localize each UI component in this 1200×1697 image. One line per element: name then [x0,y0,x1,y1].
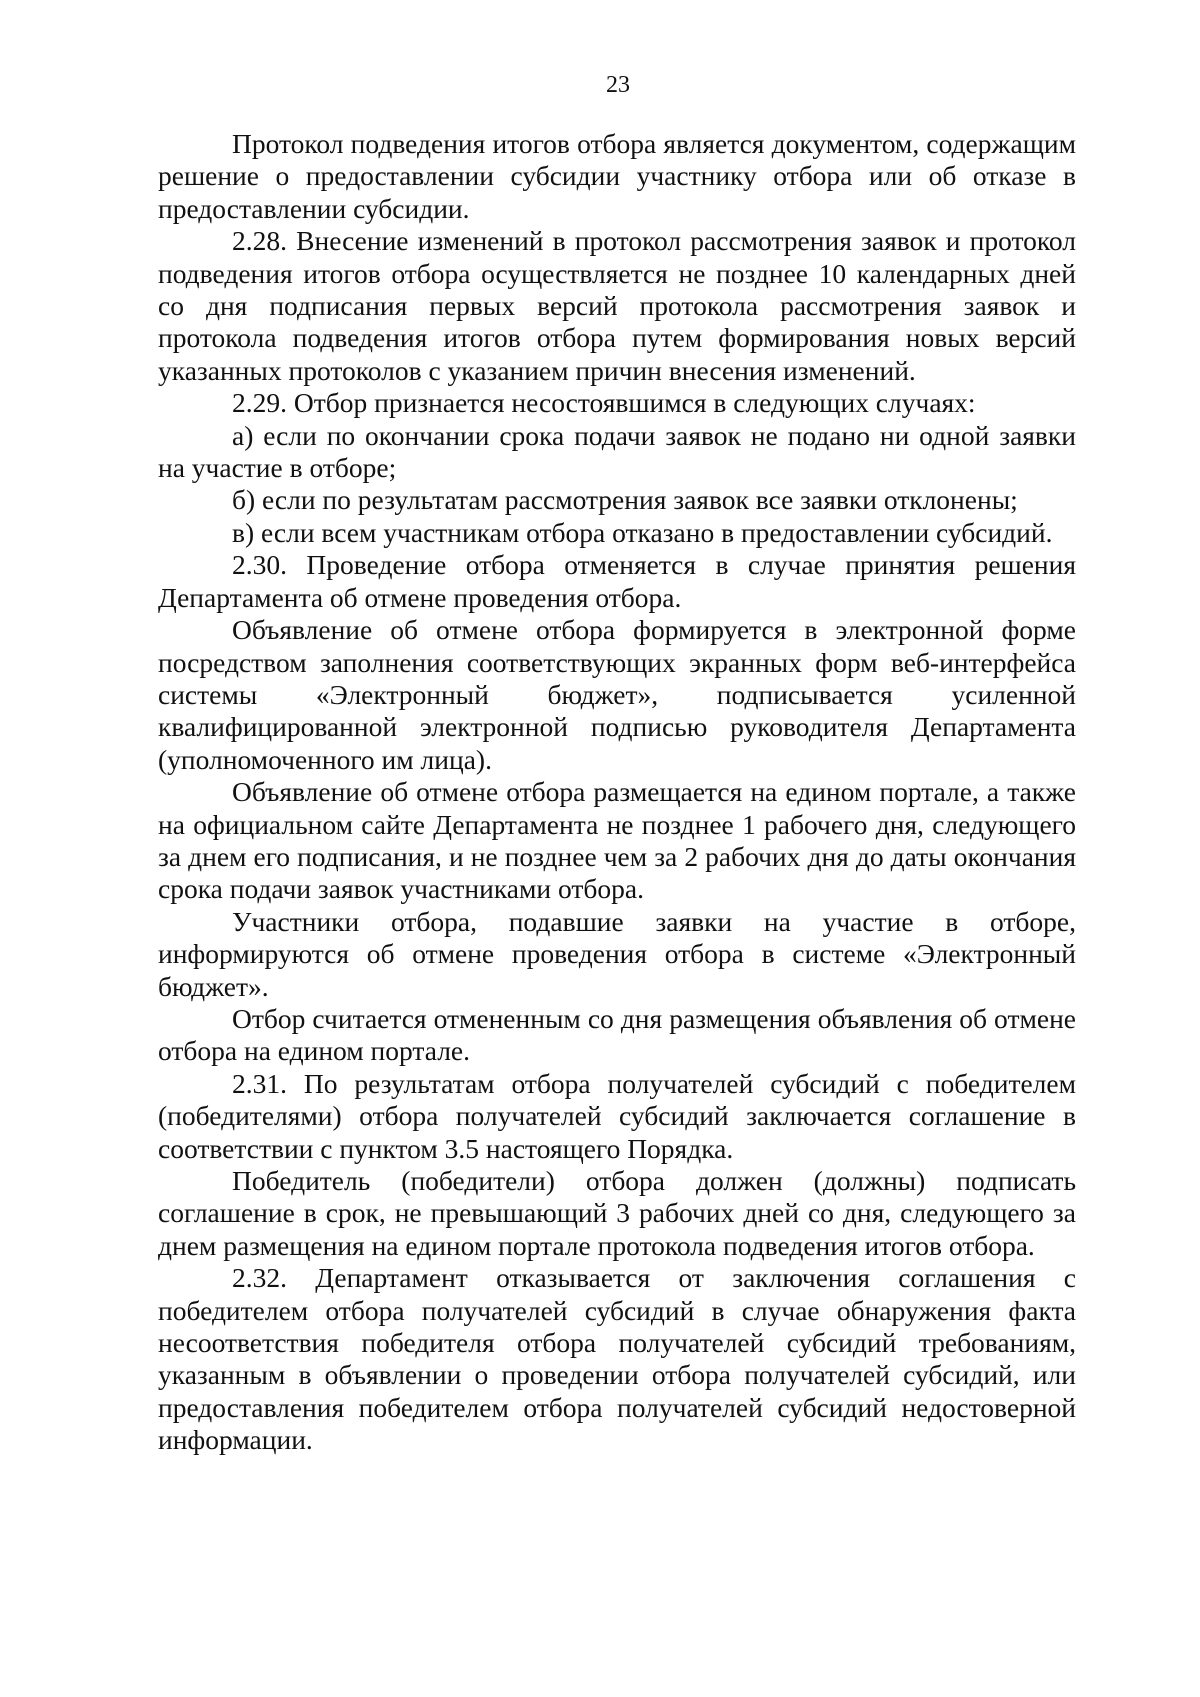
paragraph-2-29-v: в) если всем участникам отбора отказано в предоставлении субсидий. [232,516,1053,548]
paragraph-cancel-announcement-publish: Объявление об отмене отбора размещается на едином портале, а также на официальном сайте Департамента не позднее 1 рабочего дня, следующего за днем его подписания, и не позднее чем за 2 рабочих дня до даты окончания срока подачи заявок участниками отбора. [158,776,1076,905]
paragraph-cancel-announcement-form: Объявление об отмене отбора формируется в электронной форме посредством заполнения соответствующих экранных форм веб-интерфейса системы «Электронный бюджет», подписывается усиленной квалифицированной электронной подписью руководителя Департамента (уполномоченного им лица). [158,614,1076,775]
page-number: 23 [606,72,630,98]
paragraph-2-30: 2.30. Проведение отбора отменяется в случае принятия решения Департамента об отмене проведения отбора. [158,549,1076,613]
paragraph-protocol-definition: Протокол подведения итогов отбора является документом, содержащим решение о предоставлении субсидии участнику отбора или об отказе в предоставлении субсидии. [158,128,1076,224]
paragraph-2-29: 2.29. Отбор признается несостоявшимся в следующих случаях: [232,387,976,419]
paragraph-2-28: 2.28. Внесение изменений в протокол рассмотрения заявок и протокол подведения итогов отбора осуществляется не позднее 10 календарных дней со дня подписания первых версий протокола рассмотрения заявок и протокола подведения итогов отбора путем формирования новых версий указанных протоколов с указанием причин внесения изменений. [158,225,1076,386]
paragraph-participants-informed: Участники отбора, подавшие заявки на участие в отборе, информируются об отмене проведения отбора в системе «Электронный бюджет». [158,905,1076,1002]
paragraph-winner-signing: Победитель (победители) отбора должен (должны) подписать соглашение в срок, не превышающий 3 рабочих дней со дня, следующего за днем размещения на едином портале протокола подведения итогов отбора. [158,1165,1076,1261]
paragraph-2-29-a: а) если по окончании срока подачи заявок не подано ни одной заявки на участие в отборе; [158,419,1076,484]
paragraph-selection-cancelled: Отбор считается отмененным со дня размещения объявления об отмене отбора на едином портале. [158,1002,1076,1067]
document-body [158,128,1076,1457]
paragraph-2-32: 2.32. Департамент отказывается от заключения соглашения с победителем отбора получателей субсидий в случае обнаружения факта несоответствия победителя отбора получателей субсидий требованиям, указанным в объявлении о проведении отбора получателей субсидий, или предоставления победителем отбора получателей субсидий недостоверной информации. [158,1262,1076,1456]
paragraph-2-29-b: б) если по результатам рассмотрения заявок все заявки отклонены; [232,484,1018,516]
paragraph-2-31: 2.31. По результатам отбора получателей субсидий с победителем (победителями) отбора получателей субсидий заключается соглашение в соответствии с пунктом 3.5 настоящего Порядка. [158,1067,1076,1164]
